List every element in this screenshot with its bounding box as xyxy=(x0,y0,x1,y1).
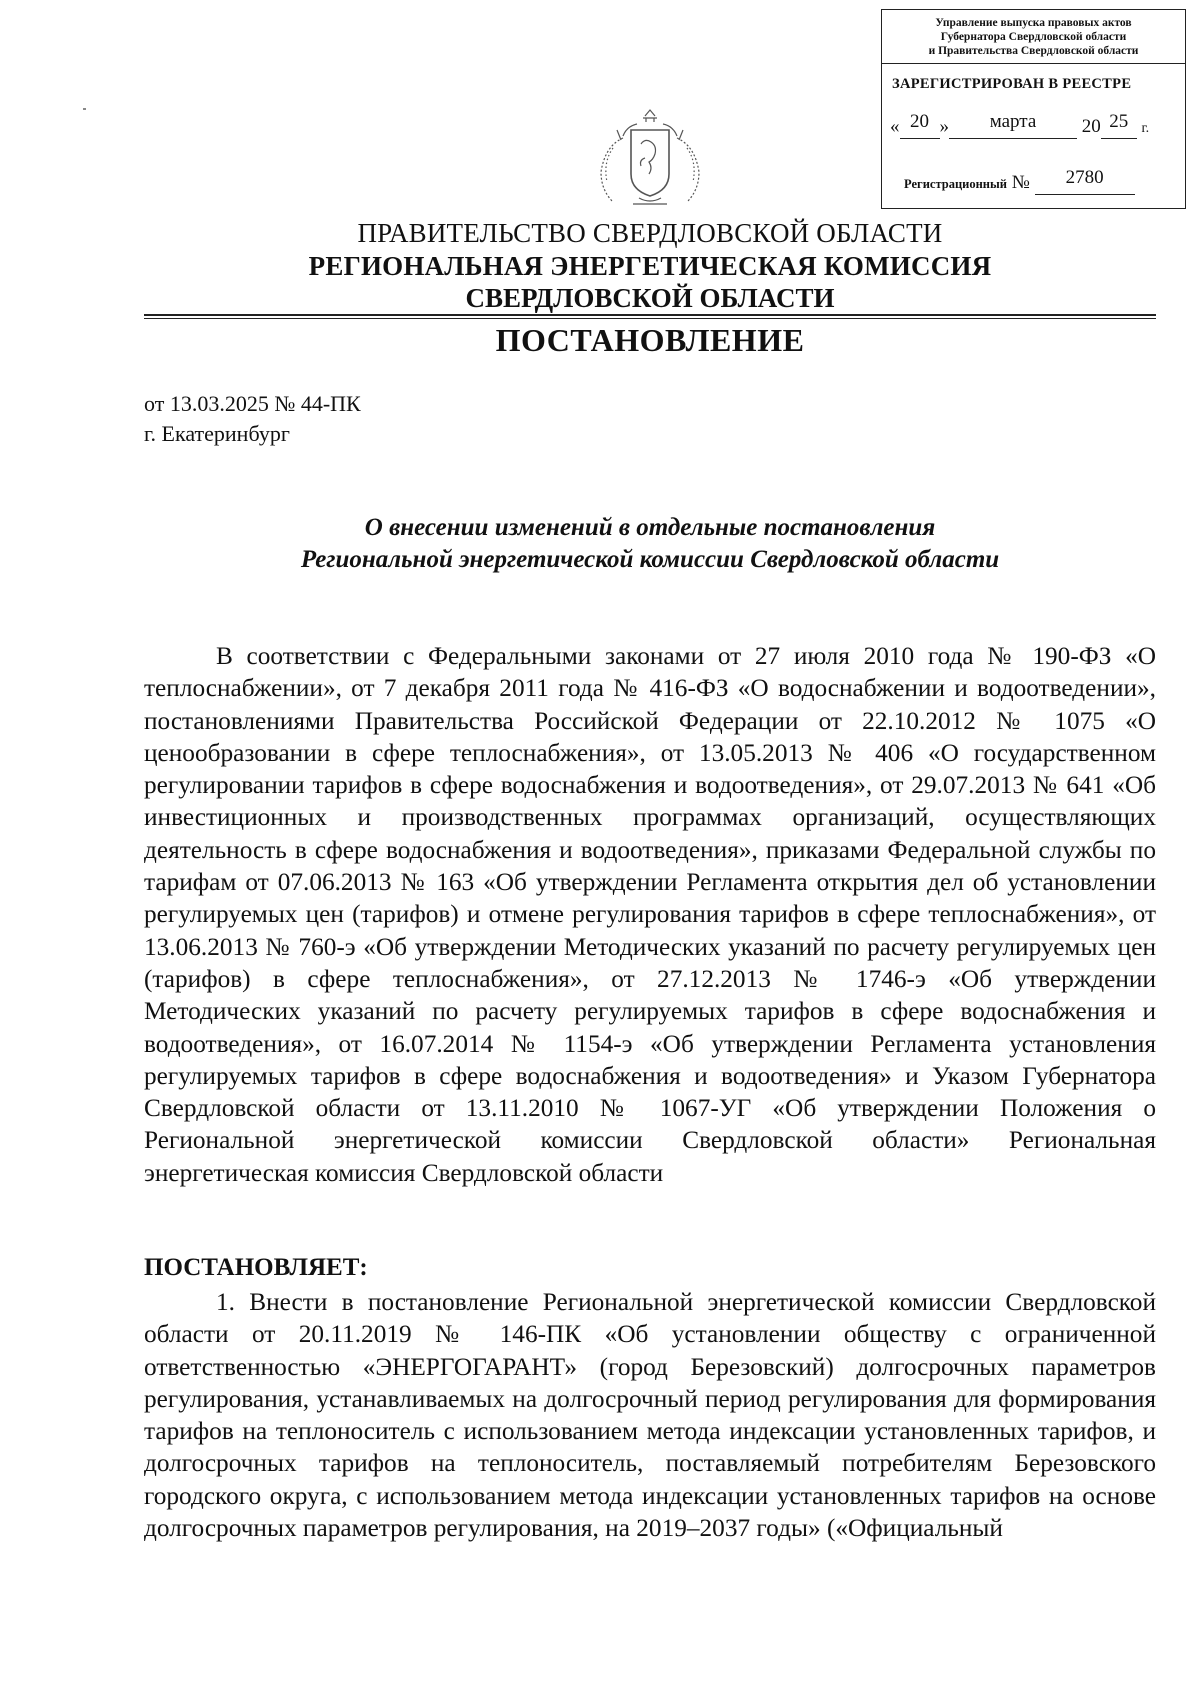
registration-stamp xyxy=(881,9,1186,209)
stamp-office-line: Губернатора Свердловской области xyxy=(940,31,1127,43)
stamp-registered-label: ЗАРЕГИСТРИРОВАН В РЕЕСТРЕ xyxy=(892,76,1132,92)
document-date-number: от 13.03.2025 № 44-ПК xyxy=(144,391,361,416)
stamp-office-name xyxy=(882,10,1185,64)
stamp-quote-close: » xyxy=(939,116,949,137)
document-city: г. Екатеринбург xyxy=(144,421,290,446)
stamp-number-sign: № xyxy=(1011,172,1030,193)
commission-title-line1: РЕГИОНАЛЬНАЯ ЭНЕРГЕТИЧЕСКАЯ КОМИССИЯ xyxy=(308,251,992,281)
subject-line2: Региональной энергетической комиссии Свердловской области xyxy=(300,546,1000,573)
document-type: ПОСТАНОВЛЕНИЕ xyxy=(495,322,805,358)
header-divider xyxy=(144,314,1156,316)
point-1-paragraph: 1. Внести в постановление Региональной энергетической комиссии Свердловской области от 20.11.2019 № 146-ПК «Об установлении обществу с ограниченной ответственностью «ЭНЕРГОГАРАНТ» (город Березовский) долгосрочных параметров регулирования, устанавливаемых на долгосрочный период регулирования для формирования тарифов на теплоноситель с использованием метода индексации установленных тарифов, и долгосрочных тарифов на теплоноситель, поставляемый потребителям Березовского городского округа, с использованием метода индексации установленных тарифов на основе долгосрочных параметров регулирования, на 2019–2037 годы» («Официальный xyxy=(144,1288,1156,1543)
stamp-registration-number xyxy=(904,167,1135,195)
stamp-year-unit: г. xyxy=(1141,121,1150,136)
subject-line1: О внесении изменений в отдельные постановления xyxy=(364,514,936,541)
preamble-text: В соответствии с Федеральными законами от 27 июля 2010 года № 190-ФЗ «О теплоснабжении», от 7 декабря 2011 года № 416-ФЗ «О водоснабжении и водоотведении», постановлениями Правительства Российской Федерации от 22.10.2012 № 1075 «О ценообразовании в сфере теплоснабжения», от 13.05.2013 № 406 «О государственном регулировании тарифов в сфере водоснабжения и водоотведения», от 29.07.2013 № 641 «Об инвестиционных и производственных программах организаций, осуществляющих деятельность в сфере водоснабжения и водоотведения», приказами Федеральной службы по тарифам от 07.06.2013 № 163 «Об утверждении Регламента открытия дел об установлении регулируемых цен (тарифов) и отмене регулирования тарифов в сфере теплоснабжения», от 13.06.2013 № 760-э «Об утверждении Методических указаний по расчету регулируемых цен (тарифов) в сфере теплоснабжения», от 27.12.2013 № 1746-э «Об утверждении Методических указаний по расчету регулируемых тарифов в сфере водоснабжения и водоотведения», от 16.07.2014 № 1154-э «Об утверждении Регламента установления регулируемых тарифов в сфере водоснабжения и водоотведения» и Указом Губернатора Свердловской области от 13.11.2010 № 1067-УГ «Об утверждении Положения о Региональной энергетической комиссии Свердловской области» Региональная энергетическая комиссия Свердловской области xyxy=(144,642,1156,1187)
stamp-year-suffix: 25 xyxy=(1101,116,1137,139)
stamp-year-prefix: 20 xyxy=(1081,116,1101,137)
stamp-office-line: Управление выпуска правовых актов xyxy=(935,17,1132,29)
coat-of-arms-icon xyxy=(583,108,717,212)
stamp-number-label: Регистрационный xyxy=(904,177,1007,191)
scan-speck xyxy=(83,108,86,110)
government-title: ПРАВИТЕЛЬСТВО СВЕРДЛОВСКОЙ ОБЛАСТИ xyxy=(357,218,943,248)
commission-title-line2: СВЕРДЛОВСКОЙ ОБЛАСТИ xyxy=(465,283,835,313)
header-divider-thin xyxy=(144,318,1156,319)
stamp-month: марта xyxy=(949,116,1077,139)
preamble-paragraph xyxy=(144,640,1156,1189)
stamp-day: 20 xyxy=(900,116,940,139)
stamp-number: 2780 xyxy=(1035,172,1135,195)
resolves-heading: ПОСТАНОВЛЯЕТ: xyxy=(144,1254,368,1281)
stamp-office-line: и Правительства Свердловской области xyxy=(928,45,1139,57)
stamp-quote-open: « xyxy=(890,116,900,137)
stamp-registration-date xyxy=(890,111,1150,139)
